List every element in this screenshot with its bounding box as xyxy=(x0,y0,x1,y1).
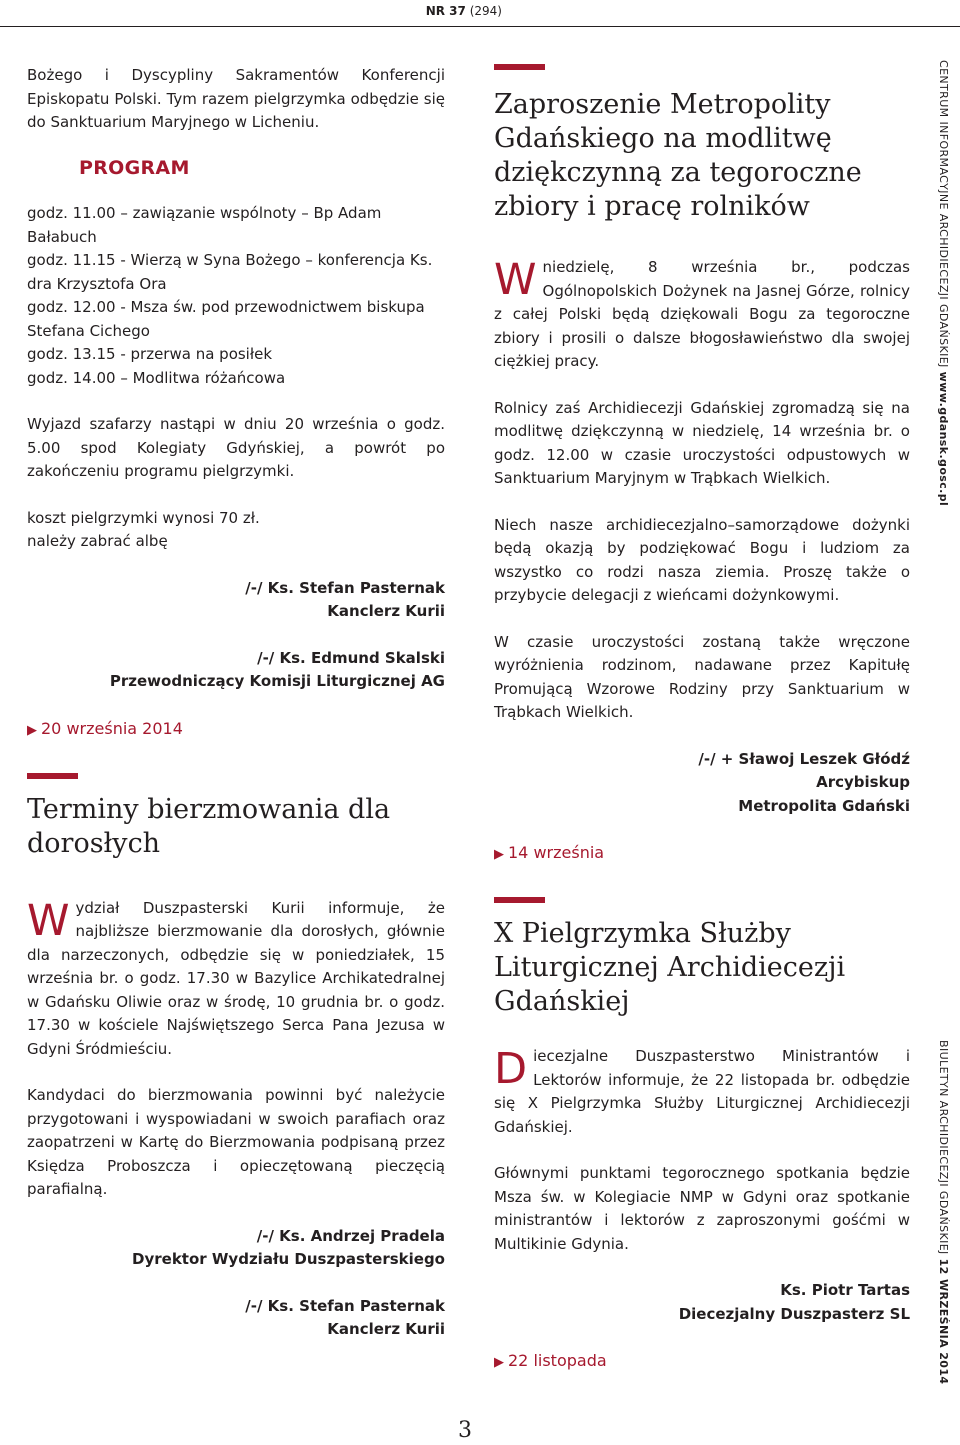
program-item: godz. 13.15 - przerwa na posiłek xyxy=(27,345,273,363)
article-paragraph: W czasie uroczystości zostaną także wręczone wyróżnienia rodzinom, nadawane przez Kapitułę Promującą Wzorowe Rodziny przy Sanktuarium w Trąbkach Wielkich. xyxy=(494,632,910,721)
article-paragraph: Niech nasze archidiecezjalno–samorządowe dożynki będą okazją by podziękować Bogu i ludziom za wszystko co rodzi nasza ziemia. Proszę także o przybycie delegacji z wieńcami dożynkowymi. xyxy=(494,515,910,604)
signature-name: /-/ Ks. Stefan Pasternak xyxy=(245,1296,445,1315)
article-paragraph: Kandydaci do bierzmowania powinni być należycie przygotowani i wyspowiadani w swoich parafiach oraz zaopatrzeni w Kartę do Bierzmowania podpisaną przez Księdza Proboszcza i opieczętowaną pieczęcią parafialną. xyxy=(27,1086,445,1198)
left-column xyxy=(27,64,445,1342)
accent-bar xyxy=(494,64,545,70)
signature-name: /-/ + Sławoj Leszek Głódź xyxy=(698,749,910,768)
program-item: godz. 11.00 – zawiązanie wspólnoty – Bp Adam Bałabuch xyxy=(27,204,382,246)
triangle-icon: ▶ xyxy=(494,1355,504,1370)
program-item: godz. 14.00 – Modlitwa różańcowa xyxy=(27,368,286,387)
page-number: 3 xyxy=(458,1418,472,1443)
article-paragraph: Wydział Duszpasterski Kurii informuje, że najbliższe bierzmowanie dla dorosłych, głównie dla narzeczonych, odbędzie się w poniedziałek, 15 września br. o godz. 17.30 w Bazylice Archikatedralnej w Gdańsku Oliwie oraz w środę, 10 grudnia br. o godz. 17.30 w kościele Najświętszego Serca Pana Jezusa w Gdyni Śródmieściu. xyxy=(27,895,445,1058)
article-paragraph: Rolnicy zaś Archidiecezji Gdańskiej zgromadzą się na modlitwę dziękczynną w niedzielę, 14 września br. o godz. 12.00 w czasie uroczystości odpustowych w Sanktuarium Maryjnym w Trąbkach Wielkich. xyxy=(494,398,910,487)
bring-text: należy zabrać albę xyxy=(27,532,168,550)
sidebar-top xyxy=(928,60,958,507)
date-marker: ▶ 20 września 2014 xyxy=(27,718,183,738)
signature-role: Kanclerz Kurii xyxy=(327,602,445,620)
signature-name: Ks. Piotr Tartas xyxy=(780,1281,910,1299)
signature-role: Kanclerz Kurii xyxy=(327,1320,445,1338)
signature-name: /-/ Ks. Edmund Skalski xyxy=(257,648,445,667)
article-title: Zaproszenie Metropolity Gdańskiego na modlitwę dziękczynną za tegoroczne zbiory i pracę rolników xyxy=(494,89,862,222)
date-marker: ▶ 14 września xyxy=(494,843,605,862)
drop-cap: W xyxy=(494,255,537,305)
article-title: Terminy bierzmowania dla dorosłych xyxy=(27,793,391,859)
intro-text: Bożego i Dyscypliny Sakramentów Konferencji Episkopatu Polski. Tym razem pielgrzymka odbędzie się do Sanktuarium Maryjnego w Licheniu. xyxy=(27,66,445,131)
program-item: godz. 11.15 - Wierzą w Syna Bożego – konferencja Ks. dra Krzysztofa Ora xyxy=(27,251,433,293)
right-column xyxy=(494,64,910,1375)
program-heading: PROGRAM xyxy=(79,156,190,179)
sidebar-bottom xyxy=(928,1040,958,1385)
article-paragraph: Diecezjalne Duszpasterstwo Ministrantów i Lektorów informuje, że 22 listopada br. odbędzie się X Pielgrzymka Służby Liturgicznej Archidiecezji Gdańskiej. xyxy=(494,1044,910,1136)
date-marker: ▶ 22 listopada xyxy=(494,1351,607,1370)
accent-bar xyxy=(27,773,78,779)
article-paragraph: Głównymi punktami tegorocznego spotkania będzie Msza św. w Kolegiacie NMP w Gdyni oraz spotkanie ministrantów i lektorów z zaproszonymi gośćmi w Multikinie Gdynia. xyxy=(494,1164,910,1253)
program-item: godz. 12.00 - Msza św. pod przewodnictwem biskupa Stefana Cichego xyxy=(27,298,425,340)
signature-role: Metropolita Gdański xyxy=(738,796,910,815)
top-bar xyxy=(0,0,960,27)
article-title: X Pielgrzymka Służby Liturgicznej Archidiecezji Gdańskiej xyxy=(494,918,846,1017)
article-paragraph: Wniedzielę, 8 września br., podczas Ogólnopolskich Dożynek na Jasnej Górze, rolnicy z całej Polski będą dziękowali Bogu za tegoroczne zbiory i prosili o dalsze błogosławieństwo dla swojej ciężkiej pracy. xyxy=(494,255,910,370)
drop-cap: W xyxy=(27,895,70,946)
signature-name: /-/ Ks. Andrzej Pradela xyxy=(256,1226,445,1245)
accent-bar xyxy=(494,897,545,903)
sidebar-bottom-text: BIULETYN ARCHIDIECEZJI GDAŃSKIEJ 12 WRZEŚNIA 2014 xyxy=(937,1040,950,1385)
triangle-icon: ▶ xyxy=(27,722,37,738)
signature-name: /-/ Ks. Stefan Pasternak xyxy=(245,578,445,597)
signature-role: Arcybiskup xyxy=(816,773,910,791)
signature-role: Diecezjalny Duszpasterz SL xyxy=(678,1304,910,1323)
signature-role: Przewodniczący Komisji Liturgicznej AG xyxy=(109,672,445,690)
triangle-icon: ▶ xyxy=(494,847,504,862)
sidebar-top-text: CENTRUM INFORMACYJNE ARCHIDIECEZJI GDAŃSKIEJ www.gdansk.gosc.pl xyxy=(937,60,950,507)
drop-cap: D xyxy=(494,1044,528,1094)
signature-role: Dyrektor Wydziału Duszpasterskiego xyxy=(132,1250,445,1268)
departure-text: Wyjazd szafarzy nastąpi w dniu 20 września o godz. 5.00 spod Kolegiaty Gdyńskiej, a powrót po zakończeniu programu pielgrzymki. xyxy=(27,415,445,480)
issue-number: NR 37 (294) xyxy=(425,4,502,18)
cost-text: koszt pielgrzymki wynosi 70 zł. xyxy=(27,508,260,527)
